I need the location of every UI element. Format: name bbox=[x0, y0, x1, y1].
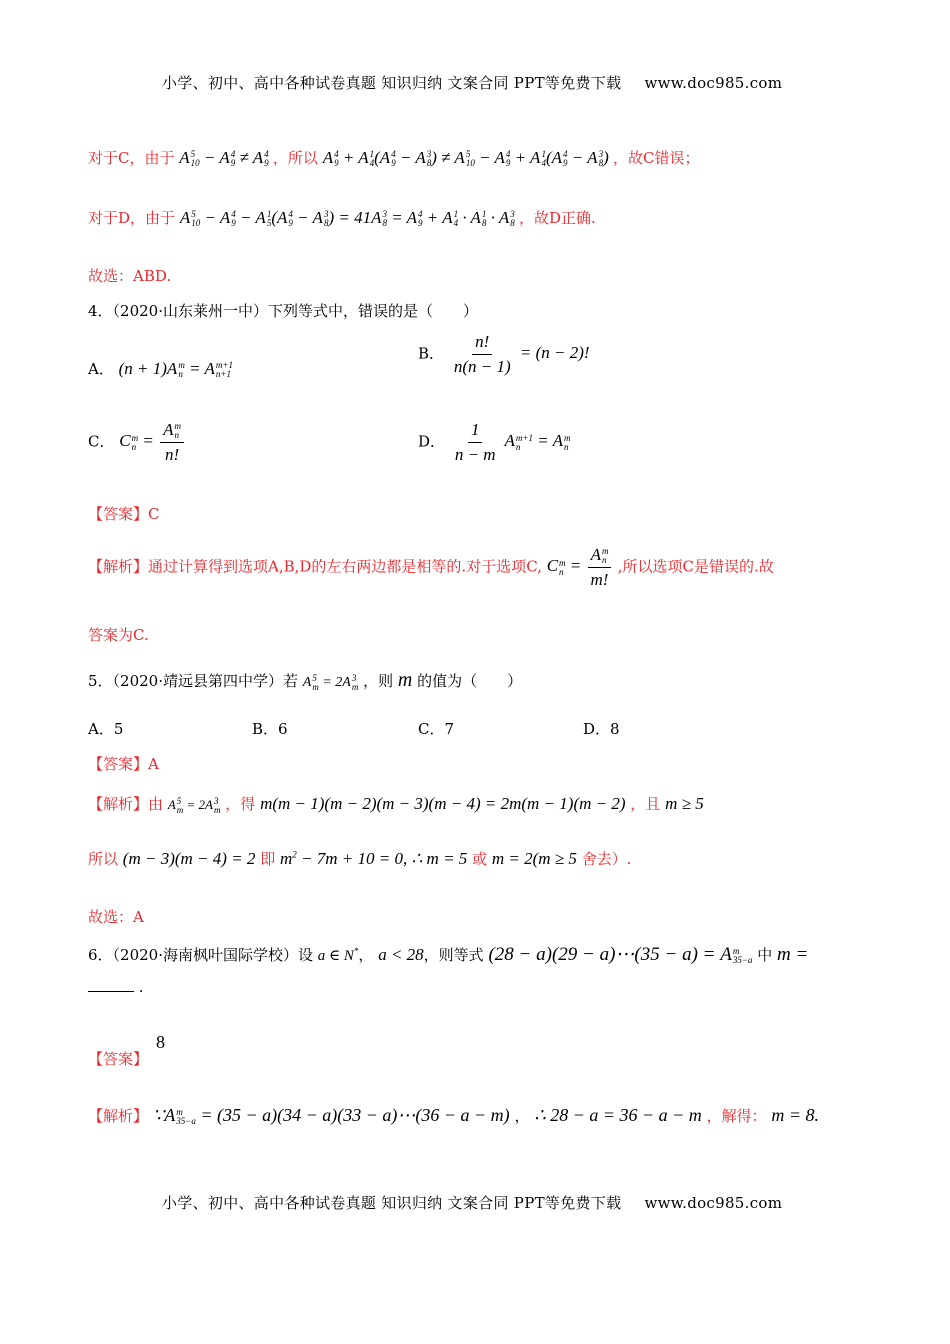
q4-c-label: C． bbox=[88, 432, 115, 451]
formula-d: A 5 10 − A 4 9 − A 1 5 (A 4 9 − A 3 8 ) = 41A 3 8 = A 4 9 + A 1 4 · A 1 8 · A 3 8 bbox=[179, 208, 515, 229]
q4-b-formula: $\frac{n!}{n(n - 1)}$ = (n − 2)! bbox=[453, 332, 590, 376]
q5-option-b: B．6 bbox=[252, 720, 288, 738]
q5-analysis-tag: 【解析】 bbox=[88, 795, 149, 813]
q6-analysis-tag: 【解析】 bbox=[88, 1107, 149, 1125]
q4-answer-value: C bbox=[148, 505, 160, 523]
q5-option-a: A．5 bbox=[88, 720, 124, 738]
q5-analysis-line1 bbox=[88, 793, 704, 815]
q6-blank-line bbox=[88, 978, 144, 996]
q5-an-formula-6: m = 2(m ≥ 5 bbox=[491, 849, 577, 868]
q5-option-c: C．7 bbox=[418, 720, 455, 738]
q6-equation: (28 − a)(29 − a)⋯(35 − a) = A m 35−a bbox=[488, 944, 753, 965]
q5-an-formula-1: A 5 m = 2A 3 m bbox=[167, 796, 221, 816]
q6-analysis-formula-2: ∴ 28 − a = 36 − a − m bbox=[534, 1105, 702, 1125]
q4-b-label: B． bbox=[418, 344, 445, 363]
q6-analysis-formula-1: ∵A m 35−a = (35 − a)(34 − a)(33 − a)⋯(36 − a − m) bbox=[152, 1105, 510, 1126]
formula-c-2: A 4 9 + A 1 4 (A 4 9 − A 3 8 ) ≠ A 5 10 − A 4 9 + A 1 4 (A 4 9 − A 3 8 ) bbox=[322, 148, 613, 169]
q4-a-label: A． bbox=[88, 360, 114, 378]
q5-option-d: D．8 bbox=[583, 720, 620, 738]
q6-answer-value: 8 bbox=[156, 1032, 165, 1052]
q5-analysis-line2 bbox=[88, 848, 631, 869]
prev-d-pre: 对于D，由于 bbox=[88, 209, 176, 227]
q5-stem-post: 的值为（ ） bbox=[417, 672, 523, 690]
q4-analysis-line2: 答案为C. bbox=[88, 626, 149, 644]
prev-d-line bbox=[88, 207, 596, 228]
q5-variable-m: m bbox=[397, 669, 413, 691]
q6-m-eq: m = bbox=[776, 944, 809, 965]
q4-a-formula: (n + 1)A m n = A m+1 n+1 bbox=[118, 359, 233, 380]
q5-an-get: ，得 bbox=[225, 795, 256, 813]
footer-text: 小学、初中、高中各种试卷真题 知识归纳 文案合同 PPT等免费下载 bbox=[162, 1194, 622, 1212]
q4-answer-tag: 【答案】 bbox=[88, 505, 149, 523]
q5-stem-mid: ，则 bbox=[363, 672, 394, 690]
prev-c-line bbox=[88, 147, 699, 168]
q5-answer-tag: 【答案】 bbox=[88, 755, 149, 773]
q6-stem-pre: 6．（2020·海南枫叶国际学校）设 bbox=[88, 946, 313, 964]
prev-c-pre: 对于C，由于 bbox=[88, 149, 175, 167]
q6-analysis: 【解析】 ∵A m 35−a = (35 − a)(34 − a)(33 − a)⋯(36 − a − m) ， ∴ 28 − a = 36 − a − m ，解得： m = 8. bbox=[88, 1105, 820, 1126]
header-text: 小学、初中、高中各种试卷真题 知识归纳 文案合同 PPT等免费下载 bbox=[162, 74, 622, 92]
q6-period: . bbox=[138, 978, 144, 996]
footer-site: www.doc985.com bbox=[644, 1194, 783, 1212]
q4-option-b bbox=[418, 332, 590, 377]
q4-option-c bbox=[88, 420, 186, 465]
q5-an-formula-3: m ≥ 5 bbox=[665, 794, 704, 813]
q4-d-formula: $\frac{1}{n - m}$ A m+1 n = A m n bbox=[454, 420, 571, 464]
q5-an-formula-5: $m^2 - 7m + 10 = 0$, ∴ m = 5 bbox=[280, 849, 468, 868]
q4-analysis-formula: C m n = A m n m! bbox=[547, 556, 618, 575]
q5-an-and: ，且 bbox=[630, 795, 661, 813]
q5-so: 所以 bbox=[88, 850, 119, 868]
q4-answer bbox=[88, 503, 160, 524]
q6-then: ，则等式 bbox=[423, 946, 484, 964]
q5-choose: 故选：A bbox=[88, 908, 144, 926]
q6-solve: ，解得： bbox=[706, 1107, 767, 1125]
q5-stem-formula: A 5 m = 2A 3 m bbox=[302, 672, 359, 692]
q5-stem bbox=[88, 669, 522, 692]
q5-ji: 即 bbox=[260, 850, 276, 868]
q5-an-formula-4: (m − 3)(m − 4) = 2 bbox=[122, 849, 256, 868]
q5-or: 或 bbox=[472, 850, 488, 868]
q6-comma: ， bbox=[358, 946, 374, 964]
q4-analysis-pre: 通过计算得到选项A,B,D的左右两边都是相等的.对于选项C, bbox=[148, 557, 542, 576]
q4-option-d bbox=[418, 420, 571, 465]
q4-analysis-tag: 【解析】 bbox=[88, 557, 149, 576]
q4-c-formula: C m n = A m n n! bbox=[119, 431, 186, 450]
page-footer bbox=[162, 1192, 782, 1213]
q4-stem: 4．（2020·山东莱州一中）下列等式中，错误的是（ ） bbox=[88, 302, 478, 320]
q6-answer bbox=[88, 1048, 148, 1069]
q5-answer-value: A bbox=[148, 755, 159, 773]
q5-drop: 舍去）. bbox=[581, 850, 632, 868]
prev-d-post: ，故D正确. bbox=[519, 209, 596, 227]
q4-option-a bbox=[88, 358, 233, 379]
q6-blank[interactable] bbox=[88, 991, 134, 992]
prev-c-mid: ，所以 bbox=[272, 149, 318, 167]
q6-analysis-formula-3: m = 8. bbox=[771, 1105, 820, 1125]
header-site: www.doc985.com bbox=[644, 74, 783, 92]
q6-stem bbox=[88, 943, 808, 966]
q6-cond-2: a < 28 bbox=[378, 945, 424, 964]
prev-choose: 故选：ABD. bbox=[88, 267, 172, 285]
q6-zhong: 中 bbox=[757, 946, 773, 964]
q6-answer-tag: 【答案】 bbox=[88, 1050, 149, 1068]
q5-an-formula-2: m(m − 1)(m − 2)(m − 3)(m − 4) = 2m(m − 1)(m − 2) bbox=[260, 794, 626, 813]
page-header bbox=[162, 72, 782, 93]
q5-stem-pre: 5．（2020·靖远县第四中学）若 bbox=[88, 672, 298, 690]
formula-c-1: A 5 10 − A 4 9 ≠ A 4 9 bbox=[179, 148, 269, 169]
q5-answer bbox=[88, 753, 159, 774]
q5-an-by: 由 bbox=[148, 795, 164, 813]
q4-analysis-post: ,所以选项C是错误的.故 bbox=[617, 557, 774, 576]
q4-d-label: D． bbox=[418, 432, 446, 451]
q4-analysis bbox=[88, 545, 774, 590]
q6-cond-1: a ∈ N* bbox=[317, 946, 359, 964]
prev-c-post: ，故C错误； bbox=[612, 149, 700, 167]
